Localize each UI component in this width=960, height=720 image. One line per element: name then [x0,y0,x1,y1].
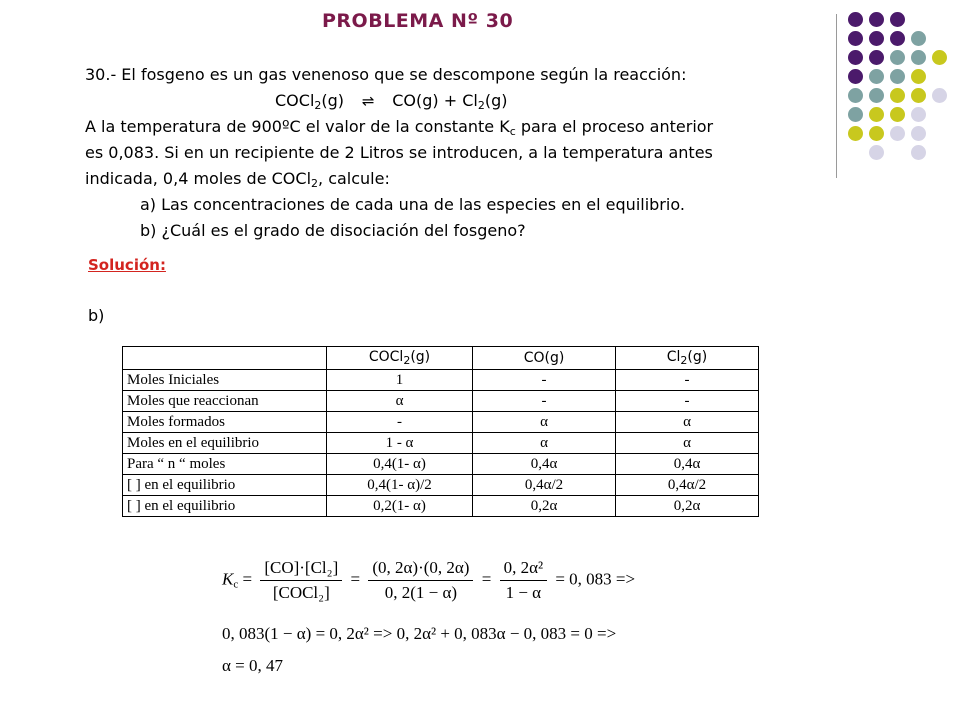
table-cell: 0,4α [473,454,616,475]
table-cell: 0,2(1- α) [327,496,473,517]
question-a: a) Las concentraciones de cada una de las especies en el equilibrio. [140,195,685,214]
decorative-dot [890,12,905,27]
row-label: Moles formados [123,412,327,433]
decorative-dot [848,31,863,46]
part-b-label: b) [88,306,105,325]
decorative-dot [890,50,905,65]
table-cell: 0,2α [616,496,759,517]
solution-label: Solución: [88,256,166,274]
kc-fraction-1: $\frac{\text{[CO]·[Cl₂]}}{\text{[COCl₂]}}$ [260,558,342,603]
statement-line-3: es 0,083. Si en un recipiente de 2 Litros se introducen, a la temperatura antes [85,143,713,162]
table-header-cocl2: COCl$_2$(g) [327,347,473,370]
row-label: Para “ n “ moles [123,454,327,475]
kc-fraction-3: $\frac{\text{0, 2α²}}{1 - \alpha}$ [500,558,548,603]
divider-line [836,14,837,178]
decorative-dot [932,88,947,103]
reactant: COCl [275,91,315,110]
decorative-dot [848,88,863,103]
table-row [123,412,759,433]
table-cell: α [473,433,616,454]
decorative-dot [911,107,926,122]
decorative-dot [890,107,905,122]
table-row [123,496,759,517]
table-header-cl2: $Cl_2(g)$ [616,347,759,370]
alpha-result: α = 0, 47 [222,656,283,675]
table-cell: 0,4α/2 [616,475,759,496]
statement-line-1: 30.- El fosgeno es un gas venenoso que se descompone según la reacción: [85,65,687,84]
quadratic-equation: 0, 083(1 − α) = 0, 2α² => 0, 2α² + 0, 083α − 0, 083 = 0 => [222,624,617,643]
table-header-row [123,347,759,370]
reaction-equation: COCl$_2$(g) ⇌ $CO(g) + Cl_2(g)$ [275,88,507,119]
table-row [123,433,759,454]
decorative-dot-grid [848,12,958,162]
row-label: Moles Iniciales [123,370,327,391]
decorative-dot [932,50,947,65]
table-header-co: CO(g) [473,347,616,370]
products: CO(g) + Cl [392,91,478,110]
kc-equation: $K_c$ = $\frac{\text{[CO]·[Cl₂]}}{\text{[COCl₂]}}$ = $\frac{(0, 2\alpha)\cdot(0, 2\alpha)}{0, 2(1 - \alpha)}$ = $\frac{\text{0, 2α²}}{1 - \alpha}$ = 0, 083 => [222,558,636,602]
decorative-dot [869,145,884,160]
decorative-dot [869,126,884,141]
decorative-dot [911,31,926,46]
decorative-dot [911,69,926,84]
table-cell: - [616,370,759,391]
statement-line-2: A la temperatura de 900ºC el valor de la constante $K_c$ para el proceso anterior [85,117,714,138]
table-cell: 0,4(1- α) [327,454,473,475]
decorative-dot [890,31,905,46]
table-cell: 0,4α/2 [473,475,616,496]
table-row [123,454,759,475]
decorative-dot [848,107,863,122]
table-row [123,370,759,391]
table-cell: 0,2α [473,496,616,517]
table-row [123,391,759,412]
table-cell: 0,4α [616,454,759,475]
row-label: [ ] en el equilibrio [123,496,327,517]
question-b: b) ¿Cuál es el grado de disociación del fosgeno? [140,221,526,240]
table-cell: α [616,433,759,454]
table-cell: α [616,412,759,433]
row-label: [ ] en el equilibrio [123,475,327,496]
decorative-dot [890,88,905,103]
kc-fraction-2: $\frac{(0, 2\alpha)\cdot(0, 2\alpha)}{0, 2(1 - \alpha)}$ [368,558,473,603]
decorative-dot [890,126,905,141]
page-title: PROBLEMA Nº 30 [322,10,514,32]
table-cell: - [616,391,759,412]
statement-line-4: indicada, 0,4 moles de COCl$_2$, calcule: [85,169,390,190]
table-cell: 1 [327,370,473,391]
decorative-dot [869,50,884,65]
decorative-dot [848,50,863,65]
table-cell: 1 - α [327,433,473,454]
table-cell: - [473,370,616,391]
row-label: Moles en el equilibrio [123,433,327,454]
table-cell: α [327,391,473,412]
decorative-dot [869,88,884,103]
table-row [123,475,759,496]
table-cell: 0,4(1- α)/2 [327,475,473,496]
decorative-dot [890,69,905,84]
decorative-dot [911,126,926,141]
decorative-dot [869,12,884,27]
decorative-dot [848,69,863,84]
table-header-empty [123,347,327,370]
decorative-dot [869,69,884,84]
table-cell: - [327,412,473,433]
decorative-dot [911,50,926,65]
decorative-dot [869,31,884,46]
row-label: Moles que reaccionan [123,391,327,412]
decorative-dot [848,126,863,141]
equilibrium-table [122,346,759,517]
decorative-dot [911,88,926,103]
table-cell: - [473,391,616,412]
table-cell: α [473,412,616,433]
equilibrium-arrow-icon: ⇌ [361,92,375,110]
decorative-dot [911,145,926,160]
decorative-dot [848,12,863,27]
decorative-dot [869,107,884,122]
